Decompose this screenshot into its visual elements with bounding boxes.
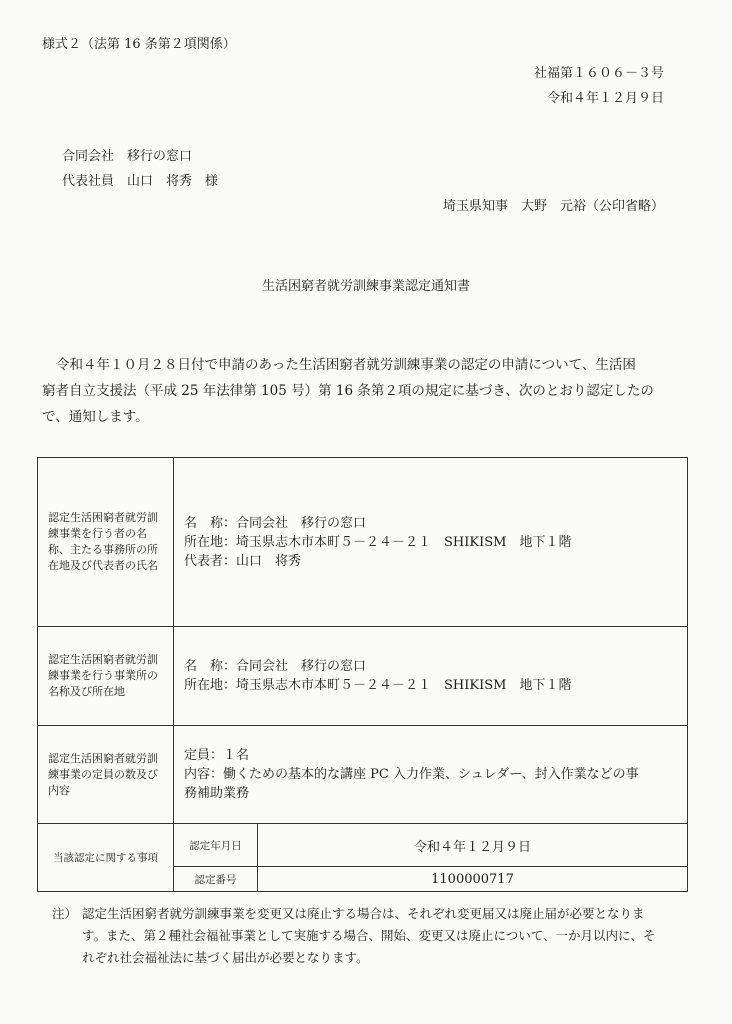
note-mark: 注） [52, 906, 78, 921]
cert-number-value: 1100000717 [258, 867, 688, 892]
body-line: 窮者自立支援法（平成 25 年法律第 105 号）第 16 条第２項の規定に基づき、次のとおり認定したの [42, 383, 654, 399]
cert-number-label: 認定番号 [174, 867, 258, 892]
table-row [38, 824, 688, 867]
body-paragraph [42, 352, 692, 430]
body-line: で、通知します。 [42, 409, 149, 425]
row-label: 認定生活困窮者就労訓 練事業を行う者の名 称、主たる事務所の所 在地及び代表者の氏名 [38, 458, 174, 627]
note-line: す。また、第２種社会福祉事業として実施する場合、開始、変更又は廃止について、一か月以内に、そ [82, 928, 656, 943]
document-title: 生活困窮者就労訓練事業認定通知書 [261, 279, 470, 294]
sender: 埼玉県知事 大野 元裕（公印省略） [442, 199, 664, 214]
row-value: 名 称：合同会社 移行の窓口 所在地：埼玉県志木市本町５－２４－２１ SHIKISM 地下１階 代表者：山口 将秀 [174, 458, 688, 627]
document-date: 令和４年１２月９日 [546, 91, 664, 106]
recipient-company: 合同会社 移行の窓口 [62, 149, 193, 164]
note-line: れぞれ社会福祉法に基づく届出が必要となります。 [82, 950, 369, 965]
cert-date-label: 認定年月日 [174, 824, 258, 867]
document-number: 社福第１６０６－３号 [533, 66, 664, 81]
row-value: 名 称：合同会社 移行の窓口 所在地：埼玉県志木市本町５－２４－２１ SHIKISM 地下１階 [174, 627, 688, 726]
cert-date-value: 令和４年１２月９日 [258, 824, 688, 867]
certification-table [37, 457, 688, 892]
row-label: 認定生活困窮者就労訓 練事業を行う事業所の 名称及び所在地 [38, 627, 174, 726]
row-value: 定員：１名 内容：働くための基本的な講座 PC 入力作業、シュレダー、封入作業などの事 務補助業務 [174, 726, 688, 824]
recipient-representative: 代表社員 山口 将秀 様 [62, 174, 219, 189]
row-label: 認定生活困窮者就労訓 練事業の定員の数及び 内容 [38, 726, 174, 824]
matters-label: 当該認定に関する事項 [38, 824, 174, 892]
table-row [38, 458, 688, 627]
form-label: 様式２（法第 16 条第２項関係） [42, 37, 236, 52]
note [52, 903, 692, 969]
note-line: 認定生活困窮者就労訓練事業を変更又は廃止する場合は、それぞれ変更届又は廃止届が必要となりま [82, 906, 645, 921]
table-row [38, 726, 688, 824]
table-row [38, 627, 688, 726]
body-line: 令和４年１０月２８日付で申請のあった生活困窮者就労訓練事業の認定の申請について、生活困 [56, 357, 636, 373]
